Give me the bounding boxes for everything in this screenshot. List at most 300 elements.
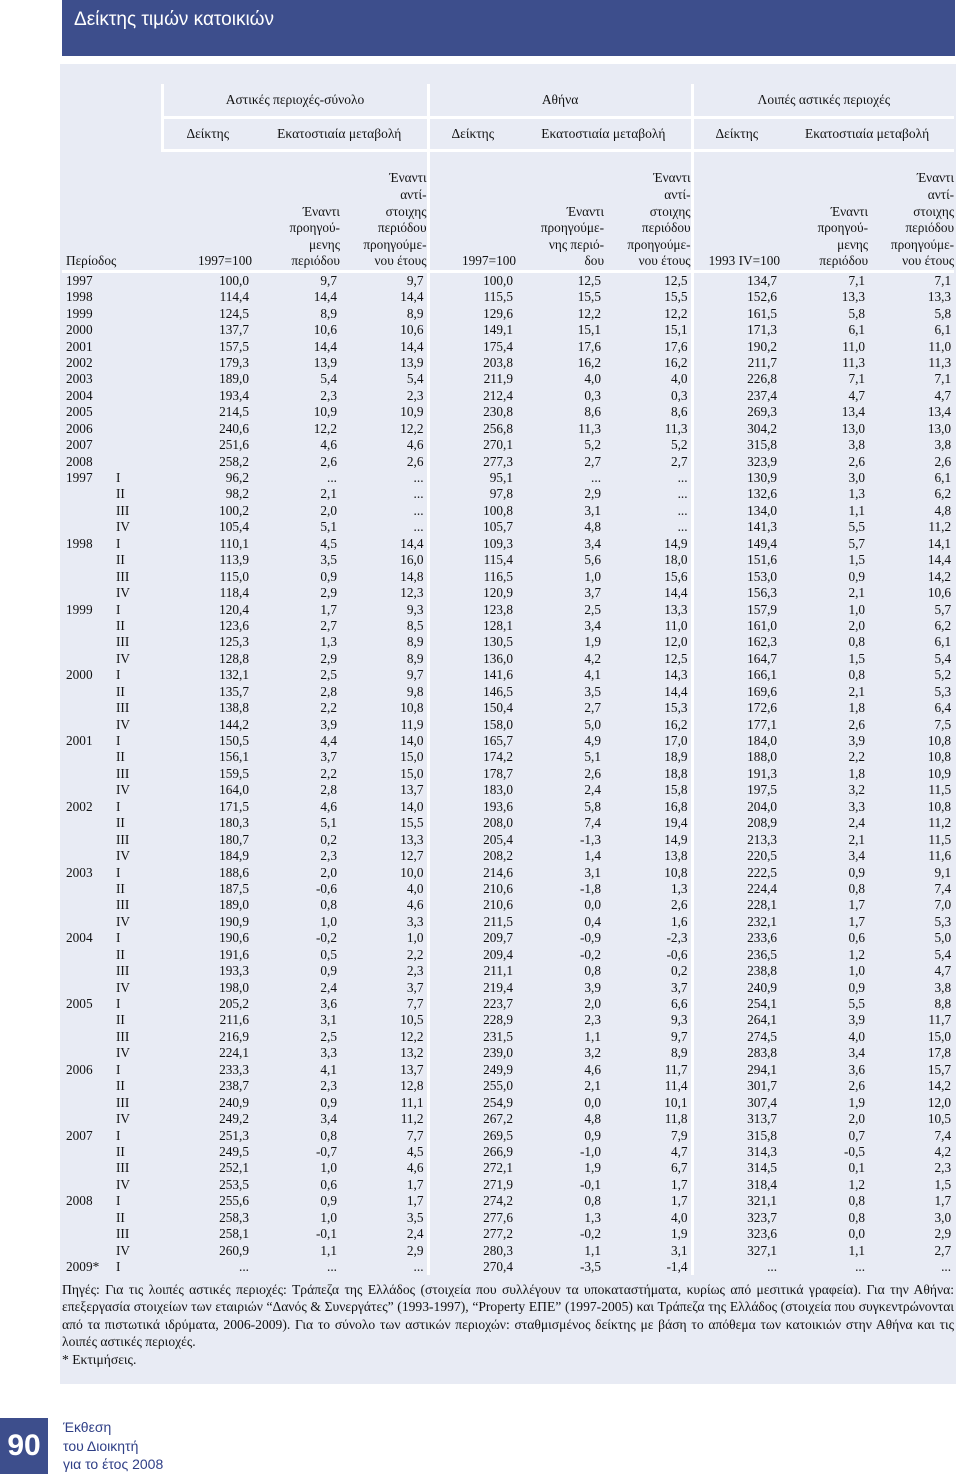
cell-athens-yoy: ... [604, 519, 692, 535]
cell-athens-yoy: 11,4 [604, 1078, 692, 1094]
cell-period-quarter: I [116, 1259, 121, 1275]
cell-other-yoy: 4,8 [934, 502, 952, 518]
cell-other-index: 164,7 [747, 650, 778, 666]
cell-period-quarter: II [116, 552, 125, 568]
cell-athens-yoy: 7,9 [604, 1127, 692, 1143]
cell-period-quarter: II [116, 1209, 125, 1225]
cell-other-index: 236,5 [747, 946, 778, 962]
cell-athens-yoy: 12,0 [604, 634, 692, 650]
cell-period-quarter: III [116, 831, 130, 847]
cell-urban-index: 260,9 [219, 1242, 249, 1258]
cell-other-index: ... [767, 1259, 778, 1275]
cell-period-year [62, 897, 114, 913]
cell-urban-yoy: 15,0 [340, 766, 428, 782]
cell-urban-prev-period: 2,3 [320, 387, 337, 403]
cell-other-index: 313,7 [747, 1111, 778, 1127]
cell-period-quarter: III [116, 634, 130, 650]
cell-urban-index: 214,5 [219, 404, 249, 420]
cell-athens-index: 230,8 [483, 404, 514, 420]
cell-athens-index: 270,1 [483, 437, 514, 453]
cell-urban-index: 251,3 [219, 1127, 249, 1143]
cell-other-prev-period: 13,0 [841, 420, 866, 436]
cell-urban-index: 252,1 [219, 1160, 249, 1176]
cell-athens-prev-period: 0,0 [584, 897, 602, 913]
cell-period-year [62, 486, 114, 502]
cell-period-quarter [114, 305, 162, 321]
cell-period-quarter [114, 289, 162, 305]
cell-athens-index: 266,9 [483, 1143, 514, 1159]
table-row [62, 536, 954, 552]
cell-urban-yoy: 11,1 [340, 1094, 428, 1110]
page-number: 90 [0, 1418, 48, 1474]
cell-period-year: 2002 [66, 354, 93, 370]
table-row [62, 930, 954, 946]
cell-urban-yoy: 13,2 [340, 1045, 428, 1061]
cell-other-prev-period: 7,1 [848, 371, 866, 387]
column-header-prev-period: Έναντι προηγού- μενης περιόδου [780, 151, 868, 272]
cell-period-quarter [114, 453, 162, 469]
cell-other-yoy: 13,3 [927, 289, 952, 305]
cell-other-prev-period: 0,8 [848, 1193, 866, 1209]
cell-other-index: 141,3 [747, 519, 778, 535]
cell-other-yoy: 11,5 [928, 831, 952, 847]
cell-urban-prev-period: 0,8 [320, 1127, 337, 1143]
cell-period-year [62, 634, 114, 650]
cell-other-prev-period: 4,7 [848, 387, 866, 403]
cell-urban-yoy: 15,5 [340, 815, 428, 831]
cell-other-prev-period: 0,0 [848, 1226, 866, 1242]
cell-other-index: 152,6 [747, 289, 778, 305]
cell-other-yoy: 10,8 [927, 733, 952, 749]
cell-other-index: 184,0 [747, 733, 778, 749]
cell-period-quarter: IV [116, 782, 131, 798]
table-row [62, 1012, 954, 1028]
cell-athens-yoy: 14,9 [604, 536, 692, 552]
cell-athens-prev-period: 3,9 [584, 979, 602, 995]
cell-other-yoy: 5,8 [934, 305, 952, 321]
cell-urban-yoy: 10,9 [340, 404, 428, 420]
cell-other-yoy: 3,0 [934, 1209, 952, 1225]
cell-urban-yoy: 13,9 [340, 355, 428, 371]
cell-urban-yoy: 14,4 [340, 338, 428, 354]
cell-athens-prev-period: ... [591, 470, 602, 486]
cell-athens-prev-period: 3,5 [584, 683, 602, 699]
cell-period-year: 2009* [66, 1259, 100, 1275]
cell-urban-prev-period: 3,5 [320, 552, 337, 568]
cell-athens-yoy: 14,3 [604, 667, 692, 683]
cell-urban-prev-period: 4,6 [320, 798, 337, 814]
cell-other-yoy: 4,2 [934, 1143, 952, 1159]
cell-other-prev-period: 0,8 [848, 880, 866, 896]
cell-urban-yoy: 3,5 [340, 1210, 428, 1226]
cell-athens-index: 203,8 [483, 354, 514, 370]
cell-athens-yoy: 14,4 [604, 684, 692, 700]
cell-urban-index: 164,0 [219, 782, 249, 798]
cell-urban-yoy: 11,2 [340, 1111, 428, 1127]
cell-urban-index: 159,5 [219, 765, 249, 781]
cell-athens-index: 97,8 [489, 486, 514, 502]
table-row [62, 338, 954, 354]
cell-other-index: 314,5 [747, 1160, 778, 1176]
cell-other-yoy: 4,7 [934, 387, 952, 403]
cell-period-quarter: III [116, 502, 130, 518]
cell-other-yoy: 4,7 [934, 963, 952, 979]
cell-urban-index: 96,2 [225, 470, 249, 486]
cell-athens-prev-period: 5,1 [584, 749, 602, 765]
cell-other-prev-period: 1,5 [848, 552, 866, 568]
cell-urban-prev-period: ... [327, 470, 337, 486]
cell-urban-index: 110,1 [219, 535, 249, 551]
table-row [62, 996, 954, 1012]
cell-urban-yoy: 3,3 [340, 914, 428, 930]
cell-period-year [62, 503, 114, 519]
table-row [62, 766, 954, 782]
cell-other-prev-period: 2,4 [848, 815, 866, 831]
cell-other-index: 323,7 [747, 1209, 778, 1225]
cell-urban-yoy: 4,0 [340, 881, 428, 897]
cell-other-index: 264,1 [747, 1012, 778, 1028]
cell-urban-prev-period: 3,1 [320, 1012, 337, 1028]
cell-athens-prev-period: -1,3 [579, 831, 602, 847]
cell-period-year [62, 568, 114, 584]
cell-athens-prev-period: 1,9 [584, 634, 602, 650]
table-row [62, 1045, 954, 1061]
cell-urban-yoy: 7,7 [340, 1127, 428, 1143]
cell-athens-prev-period: 2,3 [584, 1012, 602, 1028]
cell-athens-index: 211,1 [483, 963, 514, 979]
cell-period-quarter: II [116, 880, 125, 896]
cell-athens-yoy: 5,2 [604, 437, 692, 453]
cell-other-prev-period: 11,0 [842, 338, 866, 354]
cell-urban-index: 255,6 [219, 1193, 249, 1209]
cell-athens-yoy: 10,1 [604, 1094, 692, 1110]
cell-urban-yoy: ... [340, 503, 428, 519]
cell-urban-prev-period: 13,9 [313, 354, 337, 370]
cell-athens-yoy: -2,3 [604, 930, 692, 946]
cell-urban-yoy: 2,9 [340, 1242, 428, 1258]
cell-urban-prev-period: 2,2 [320, 700, 337, 716]
cell-urban-index: 124,5 [219, 305, 249, 321]
housing-price-table-container [62, 84, 954, 1275]
cell-period-quarter [114, 338, 162, 354]
table-row [62, 618, 954, 634]
cell-urban-yoy: 2,6 [340, 453, 428, 469]
cell-other-prev-period: ... [855, 1259, 866, 1275]
cell-other-yoy: 14,4 [927, 552, 952, 568]
cell-urban-yoy: 7,7 [340, 996, 428, 1012]
cell-period-quarter [114, 388, 162, 404]
cell-other-yoy: 6,2 [934, 617, 952, 633]
cell-athens-index: 105,7 [483, 519, 514, 535]
cell-athens-yoy: 8,9 [604, 1045, 692, 1061]
cell-urban-yoy: 2,2 [340, 947, 428, 963]
cell-period-quarter: I [116, 601, 121, 617]
cell-other-yoy: 11,2 [928, 519, 952, 535]
cell-other-prev-period: 3,2 [848, 782, 866, 798]
cell-athens-prev-period: 0,8 [584, 963, 602, 979]
cell-period-year [62, 1226, 114, 1242]
cell-other-yoy: 5,4 [934, 946, 952, 962]
cell-athens-index: 274,2 [483, 1193, 514, 1209]
cell-other-yoy: 3,8 [934, 979, 952, 995]
cell-other-index: 208,9 [747, 815, 778, 831]
table-row [62, 486, 954, 502]
table-row [62, 355, 954, 371]
cell-urban-prev-period: 1,1 [320, 1242, 337, 1258]
cell-athens-prev-period: 2,0 [584, 996, 602, 1012]
table-row [62, 289, 954, 305]
cell-urban-prev-period: 0,2 [320, 831, 337, 847]
cell-athens-prev-period: 15,5 [577, 289, 602, 305]
cell-urban-index: 190,9 [219, 913, 249, 929]
cell-athens-index: 100,8 [483, 502, 514, 518]
cell-other-index: 314,3 [747, 1143, 778, 1159]
cell-athens-prev-period: 2,9 [584, 486, 602, 502]
cell-athens-yoy: ... [604, 503, 692, 519]
cell-athens-index: 183,0 [483, 782, 514, 798]
cell-period-quarter: IV [116, 1111, 131, 1127]
cell-urban-yoy: 10,5 [340, 1012, 428, 1028]
empty-corner [62, 84, 162, 118]
cell-urban-yoy: 3,7 [340, 979, 428, 995]
cell-period-quarter [114, 355, 162, 371]
cell-other-yoy: 6,4 [934, 700, 952, 716]
cell-urban-yoy: 2,3 [340, 963, 428, 979]
cell-urban-yoy: 15,0 [340, 749, 428, 765]
cell-other-index: 162,3 [747, 634, 778, 650]
cell-urban-index: 253,5 [219, 1176, 249, 1192]
cell-urban-yoy: 8,9 [340, 651, 428, 667]
table-row [62, 634, 954, 650]
cell-other-index: 153,0 [747, 568, 778, 584]
cell-period-year [62, 848, 114, 864]
cell-urban-yoy: 10,8 [340, 700, 428, 716]
cell-period-year [62, 914, 114, 930]
column-header-index: 1997=100 [428, 151, 516, 272]
cell-athens-yoy: ... [604, 486, 692, 502]
cell-other-yoy: 14,2 [927, 1078, 952, 1094]
cell-period-year [62, 585, 114, 601]
cell-other-prev-period: 2,6 [848, 716, 866, 732]
cell-athens-prev-period: 1,3 [584, 1209, 602, 1225]
cell-athens-prev-period: 4,8 [584, 1111, 602, 1127]
cell-athens-yoy: 18,0 [604, 552, 692, 568]
cell-other-prev-period: 5,7 [848, 535, 866, 551]
cell-urban-yoy: 1,0 [340, 930, 428, 946]
cell-athens-index: 205,4 [483, 831, 514, 847]
cell-period-year [62, 1012, 114, 1028]
cell-athens-yoy: 14,4 [604, 585, 692, 601]
table-row [62, 897, 954, 913]
subheader-pct-change: Εκατοστιαία μεταβολή [516, 118, 692, 151]
cell-athens-prev-period: 2,6 [584, 765, 602, 781]
cell-urban-index: 138,8 [219, 700, 249, 716]
cell-period-quarter: III [116, 568, 130, 584]
cell-athens-yoy: 14,9 [604, 831, 692, 847]
cell-other-yoy: 6,1 [934, 634, 952, 650]
cell-athens-prev-period: 4,6 [584, 1061, 602, 1077]
cell-period-year [62, 1111, 114, 1127]
cell-other-index: 157,9 [747, 601, 778, 617]
cell-other-index: 301,7 [747, 1078, 778, 1094]
cell-period-year [62, 979, 114, 995]
empty-corner-2 [62, 118, 162, 151]
cell-athens-prev-period: 0,3 [584, 387, 602, 403]
cell-urban-yoy: 9,7 [340, 667, 428, 683]
cell-other-prev-period: 0,8 [848, 1209, 866, 1225]
cell-athens-yoy: 8,6 [604, 404, 692, 420]
cell-urban-prev-period: 3,9 [320, 716, 337, 732]
cell-period-quarter: IV [116, 716, 131, 732]
cell-period-quarter: I [116, 470, 121, 486]
cell-urban-yoy: 4,6 [340, 897, 428, 913]
cell-other-prev-period: -0,5 [844, 1143, 866, 1159]
cell-period-quarter: II [116, 683, 125, 699]
column-header-same-period-prev-year: Έναντι αντί- στοιχης περιόδου προηγούμε- νου έτους [604, 151, 692, 272]
cell-other-index: 197,5 [747, 782, 778, 798]
cell-other-prev-period: 2,0 [848, 617, 866, 633]
table-row [62, 684, 954, 700]
sources-note: Πηγές: Για τις λοιπές αστικές περιοχές: Τράπεζα της Ελλάδος (στοιχεία που συλλέγουν τα υποκαταστήματα, κυρίως από μεσιτικά γραφεία). Για την Αθήνα: επεξεργασία στοιχείων των εταιριών “Δανός & Συνεργάτες” (1993-1997), “Property ΕΠΕ” (1997-2005) και Τράπεζα της Ελλάδος (στοιχεία που συγκεντρώνονται από τα πιστωτικά ιδρύματα, 2006-2009). Για το σύνολο των αστικών περιοχών: σταθμισμένος δείκτης με βάση το απόθεμα των κατοικιών στην Αθήνα και τις λοιπές αστικές περιοχές. [62, 1282, 954, 1350]
cell-period-year [62, 1242, 114, 1258]
cell-urban-prev-period: -0,6 [315, 880, 337, 896]
cell-athens-prev-period: 1,0 [584, 568, 602, 584]
cell-other-prev-period: 2,1 [848, 831, 866, 847]
cell-athens-prev-period: 5,2 [584, 437, 602, 453]
cell-athens-index: 209,7 [483, 930, 514, 946]
cell-athens-prev-period: -0,2 [579, 1226, 602, 1242]
footnotes [62, 1281, 954, 1368]
cell-urban-yoy: ... [340, 470, 428, 486]
cell-period-year [62, 963, 114, 979]
cell-athens-prev-period: -3,5 [579, 1259, 602, 1275]
cell-athens-index: 277,2 [483, 1226, 514, 1242]
cell-athens-yoy: 0,2 [604, 963, 692, 979]
cell-period-year: 1997 [66, 273, 93, 288]
cell-urban-yoy: 12,2 [340, 1029, 428, 1045]
cell-other-index: 238,8 [747, 963, 778, 979]
group-header-other-urban: Λοιπές αστικές περιοχές [692, 84, 954, 118]
cell-period-quarter: IV [116, 1176, 131, 1192]
cell-period-quarter: IV [116, 913, 131, 929]
cell-other-prev-period: 1,8 [848, 700, 866, 716]
cell-other-index: 151,6 [747, 552, 778, 568]
cell-athens-yoy: 17,6 [604, 338, 692, 354]
cell-other-prev-period: 0,9 [848, 568, 866, 584]
cell-other-prev-period: 13,4 [841, 404, 866, 420]
cell-athens-yoy: 15,1 [604, 322, 692, 338]
report-title-line: για το έτος 2008 [63, 1456, 164, 1472]
cell-urban-index: 100,0 [219, 273, 249, 288]
cell-urban-index: 189,0 [219, 897, 249, 913]
cell-urban-prev-period: -0,1 [315, 1226, 337, 1242]
column-header-index: 1993 IV=100 [692, 151, 780, 272]
cell-athens-prev-period: 12,2 [577, 305, 602, 321]
table-row [62, 799, 954, 815]
column-header-index: 1997=100 [162, 151, 252, 272]
column-header-prev-period: Έναντι προηγού- μενης περιόδου [252, 151, 340, 272]
cell-urban-index: 98,2 [225, 486, 249, 502]
cell-athens-prev-period: -0,2 [579, 946, 602, 962]
cell-urban-yoy: 8,9 [340, 305, 428, 321]
cell-urban-prev-period: 3,3 [320, 1045, 337, 1061]
cell-athens-yoy: 17,0 [604, 733, 692, 749]
cell-other-index: 169,6 [747, 683, 778, 699]
cell-athens-prev-period: 3,7 [584, 585, 602, 601]
column-header-same-period-prev-year: Έναντι αντί- στοιχης περιόδου προηγούμε- νου έτους [868, 151, 954, 272]
cell-urban-index: 187,5 [219, 880, 249, 896]
cell-athens-index: 239,0 [483, 1045, 514, 1061]
cell-period-year: 2002 [66, 798, 93, 814]
cell-athens-yoy: -1,4 [604, 1259, 692, 1275]
cell-period-quarter: IV [116, 1242, 131, 1258]
cell-period-year [62, 782, 114, 798]
cell-other-yoy: 6,1 [934, 470, 952, 486]
cell-other-index: 156,3 [747, 585, 778, 601]
cell-athens-index: 129,6 [483, 305, 514, 321]
cell-urban-index: ... [239, 1259, 249, 1275]
cell-period-quarter: IV [116, 1045, 131, 1061]
cell-other-prev-period: 1,5 [848, 650, 866, 666]
cell-athens-yoy: ... [604, 470, 692, 486]
cell-urban-yoy: 14,4 [340, 289, 428, 305]
cell-urban-prev-period: 3,6 [320, 996, 337, 1012]
cell-period-year: 1998 [66, 535, 93, 551]
cell-other-prev-period: 0,9 [848, 864, 866, 880]
cell-athens-index: 174,2 [483, 749, 514, 765]
table-row [62, 437, 954, 453]
group-header-athens: Αθήνα [428, 84, 692, 118]
cell-athens-yoy: 0,3 [604, 388, 692, 404]
cell-athens-prev-period: 5,0 [584, 716, 602, 732]
cell-urban-index: 118,4 [219, 585, 249, 601]
cell-period-year [62, 831, 114, 847]
cell-athens-yoy: 4,0 [604, 371, 692, 387]
cell-other-prev-period: 2,1 [848, 585, 866, 601]
cell-period-quarter: III [116, 1160, 130, 1176]
cell-athens-index: 277,6 [483, 1209, 514, 1225]
cell-urban-index: 258,2 [219, 453, 249, 469]
cell-period-year [62, 1210, 114, 1226]
cell-athens-yoy: 16,2 [604, 716, 692, 732]
cell-other-prev-period: 2,6 [848, 1078, 866, 1094]
cell-period-year [62, 1160, 114, 1176]
table-row [62, 305, 954, 321]
cell-urban-index: 128,8 [219, 650, 249, 666]
cell-urban-prev-period: 3,7 [320, 749, 337, 765]
cell-urban-yoy: ... [340, 486, 428, 502]
cell-period-year: 2001 [66, 733, 93, 749]
cell-other-prev-period: 5,8 [848, 305, 866, 321]
cell-athens-yoy: 1,3 [604, 881, 692, 897]
table-row [62, 552, 954, 568]
cell-period-year: 2000 [66, 667, 93, 683]
report-title-line: Έκθεση [63, 1419, 112, 1435]
cell-period-year: 2004 [66, 387, 93, 403]
cell-other-prev-period: 3,6 [848, 1061, 866, 1077]
cell-urban-prev-period: 2,6 [320, 453, 337, 469]
table-row [62, 519, 954, 535]
cell-urban-prev-period: -0,2 [315, 930, 337, 946]
cell-other-yoy: 1,7 [934, 1193, 952, 1209]
cell-urban-index: 120,4 [219, 601, 249, 617]
cell-period-quarter: IV [116, 848, 131, 864]
table-row [62, 503, 954, 519]
table-row [62, 815, 954, 831]
cell-urban-yoy: 4,5 [340, 1144, 428, 1160]
cell-athens-prev-period: 3,4 [584, 617, 602, 633]
cell-other-prev-period: 0,1 [848, 1160, 866, 1176]
